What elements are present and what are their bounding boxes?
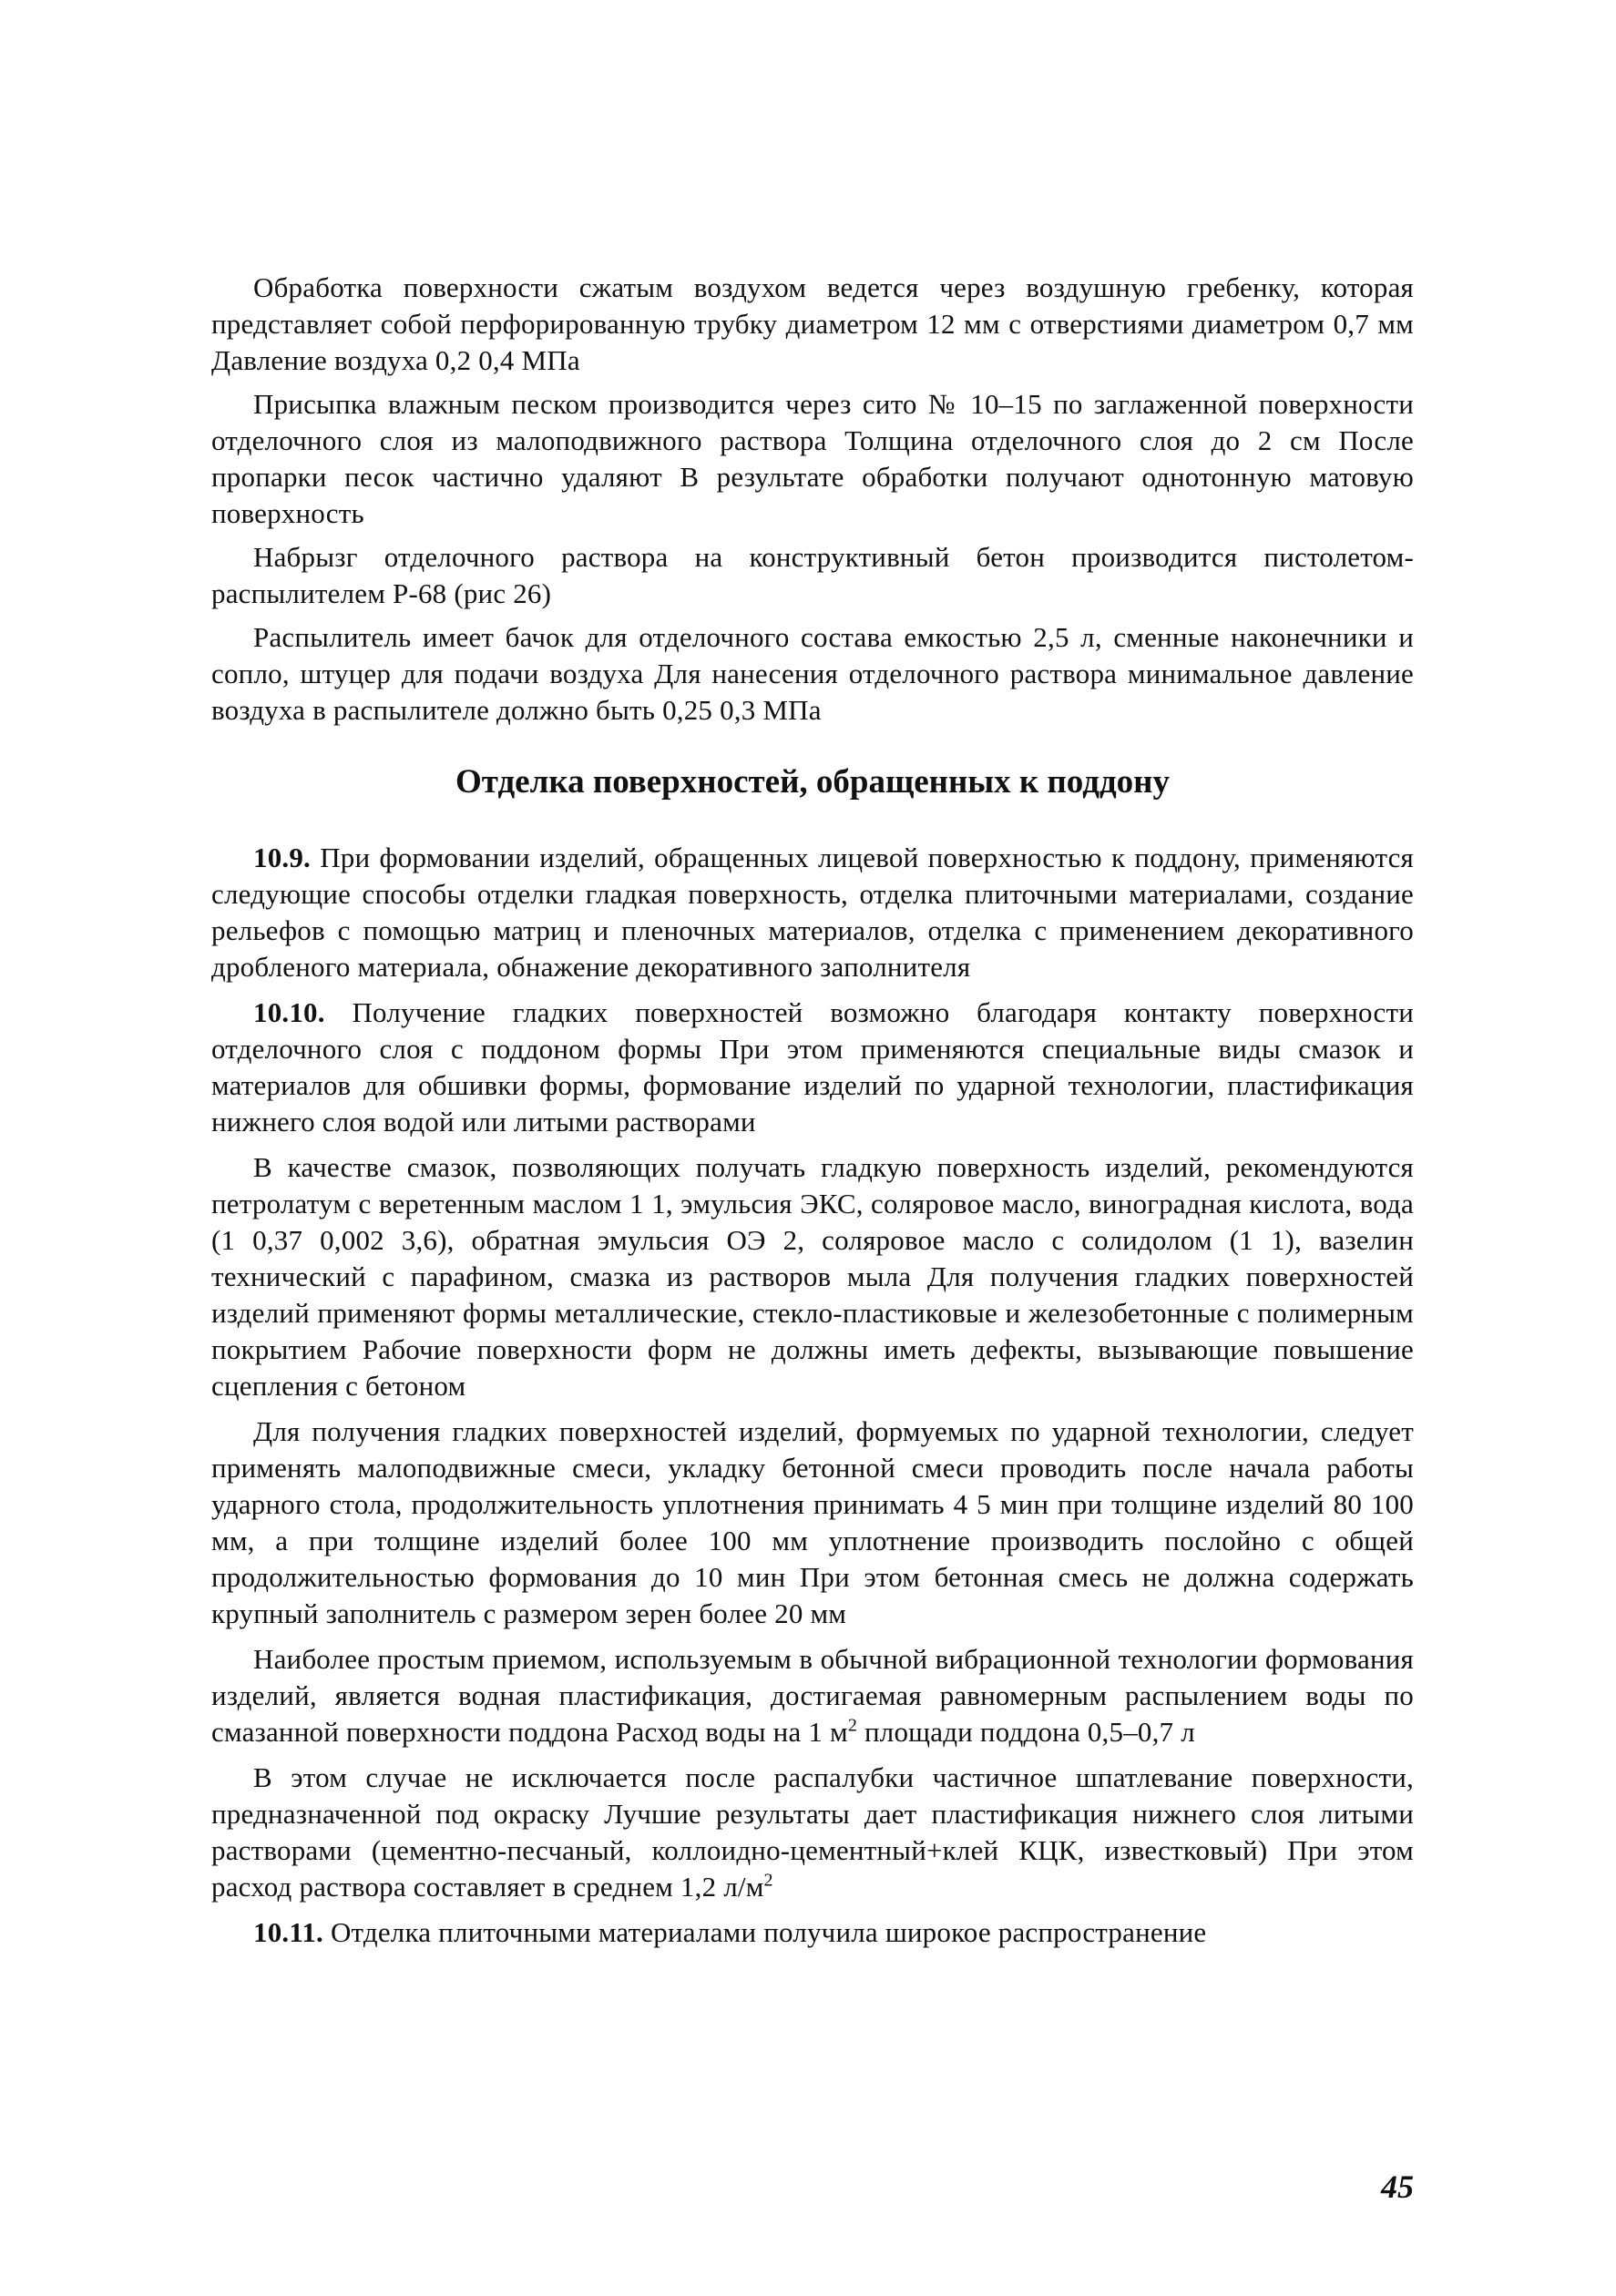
paragraph-lubricants: В качестве смазок, позволяющих получать гладкую поверхность изделий, рекомендуются петролатум с веретенным маслом 1 1, эмульсия ЭКС, соляровое масло, виноградная кислота, вода (1 0,37 0,002 3,6), обратная эмульсия ОЭ 2, соляровое масло с солидолом (1 1), вазелин технический с парафином, смазка из растворов мыла Для получения гладких поверхностей изделий применяют формы металлические, стекло-пластиковые и железобетонные с полимерным покрытием Рабочие поверхности форм не должны иметь дефекты, вызывающие повышение сцепления с бетоном xyxy=(211,1151,1414,1402)
section-heading: Отделка поверхностей, обращенных к поддону xyxy=(455,763,1170,801)
clause-text: Получение гладких поверхностей возможно благодаря контакту поверхности отделочного слоя с поддоном формы При этом применяются специальные виды смазок и материалов для обшивки формы, формование изделий по ударной технологии, пластификация нижнего слоя водой или литыми растворами xyxy=(211,996,1414,1138)
paragraph-spray: Набрызг отделочного раствора на конструктивный бетон производится пистолетом-распылителем Р-68 (рис 26) xyxy=(211,541,1414,609)
clause-number: 10.10. xyxy=(253,996,325,1028)
paragraph-cast-mortar xyxy=(211,1760,1414,1905)
paragraph-sprayer: Распылитель имеет бачок для отделочного состава емкостью 2,5 л, сменные наконечники и сопло, штуцер для подачи воздуха Для нанесения отделочного раствора минимальное давление воздуха в распылителе должно быть 0,25 0,3 МПа xyxy=(211,621,1414,726)
clause-number: 10.9. xyxy=(253,842,311,873)
paragraph-10-9 xyxy=(211,840,1414,985)
clause-number: 10.11. xyxy=(253,1916,323,1948)
paragraph-text: Наиболее простым приемом, используемым в обычной вибрационной технологии формования изделий, является водная пластификация, достигаемая равномерным распылением воды по смазанной поверхности поддона Расход воды на 1 м xyxy=(211,1643,1414,1748)
superscript: 2 xyxy=(847,1715,858,1736)
superscript: 2 xyxy=(763,1870,773,1891)
paragraph-10-10 xyxy=(211,995,1414,1140)
paragraph-text: В этом случае не исключается после распалубки частичное шпатлевание поверхности, предназначенной под окраску Лучшие результаты дает пластификация нижнего слоя литыми растворами (цементно-песчаный, коллоидно-цементный+клей КЦК, известковый) При этом расход раствора составляет в среднем 1,2 л/м xyxy=(211,1761,1414,1903)
paragraph-air-treatment: Обработка поверхности сжатым воздухом ведется через воздушную гребенку, которая представляет собой перфорированную трубку диаметром 12 мм с отверстиями диаметром 0,7 мм Давление воздуха 0,2 0,4 МПа xyxy=(211,271,1414,376)
paragraph-10-11 xyxy=(211,1914,1414,1951)
clause-text: Отделка плиточными материалами получила широкое распространение xyxy=(323,1916,1207,1948)
text-column xyxy=(211,270,1414,1960)
paragraph-impact-technology: Для получения гладких поверхностей изделий, формуемых по ударной технологии, следует применять малоподвижные смеси, укладку бетонной смеси проводить после начала работы ударного стола, продолжительность уплотнения принимать 4 5 мин при толщине изделий 80 100 мм, а при толщине изделий более 100 мм уплотнение производить послойно с общей продолжительностью формования до 10 мин При этом бетонная смесь не должна содержать крупный заполнитель с размером зерен более 20 мм xyxy=(211,1415,1414,1629)
clause-text: При формовании изделий, обращенных лицевой поверхностью к поддону, применяются следующие способы отделки гладкая поверхность, отделка плиточными материалами, создание рельефов с помощью матриц и пленочных материалов, отделка с применением декоративного дробленого материала, обнажение декоративного заполнителя xyxy=(211,842,1414,983)
paragraph-text: площади поддона 0,5–0,7 л xyxy=(857,1716,1195,1748)
paragraph-water-plasticization xyxy=(211,1641,1414,1750)
page-number: 45 xyxy=(1381,2168,1414,2205)
paragraph-wet-sand: Присыпка влажным песком производится через сито № 10–15 по заглаженной поверхности отделочного слоя из малоподвижного раствора Толщина отделочного слоя до 2 см После пропарки песок частично удаляют В результате обработки получают однотонную матовую поверхность xyxy=(211,388,1414,529)
